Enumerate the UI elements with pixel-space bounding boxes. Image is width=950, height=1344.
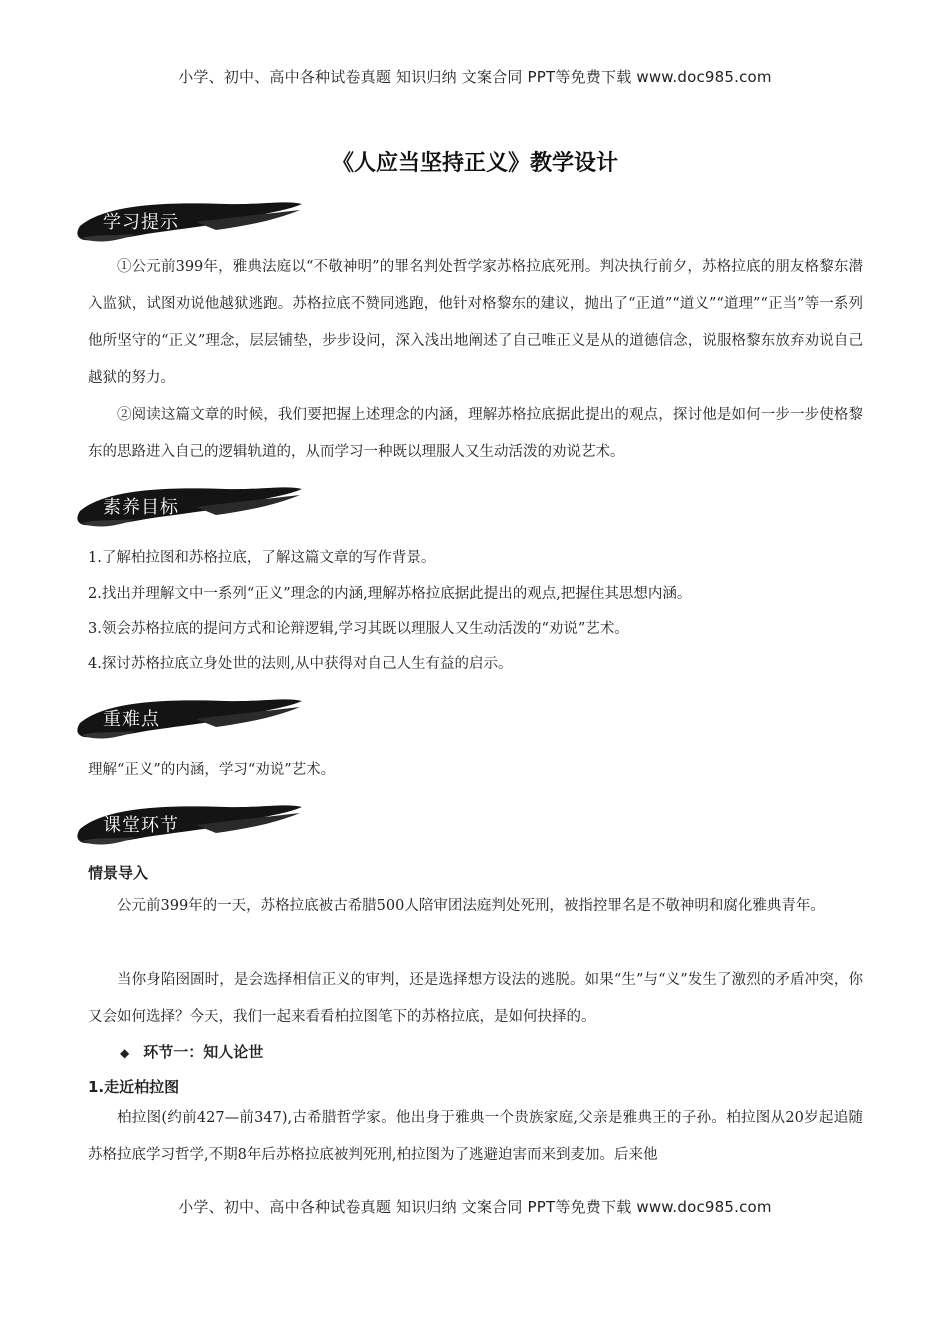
goal-item-1: 1.了解柏拉图和苏格拉底，了解这篇文章的写作背景。 <box>88 550 436 566</box>
tips-paragraph-2: ②阅读这篇文章的时候，我们要把握上述理念的内涵，理解苏格拉底据此提出的观点，探讨他是如何一步一步使格黎东的思路进入自己的逻辑轨道的，从而学习一种既以理服人又生动活泼的劝说艺术。 <box>88 407 863 460</box>
section-label: 学习提示 <box>103 212 179 233</box>
goal-item-3: 3.领会苏格拉底的提问方式和论辩逻辑,学习其既以理服人又生动活泼的“劝说”艺术。 <box>88 621 629 637</box>
goal-item-2: 2.找出并理解文中一系列“正义”理念的内涵,理解苏格拉底据此提出的观点,把握住其思想内涵。 <box>88 586 692 602</box>
tips-paragraph-1: ①公元前399年，雅典法庭以“不敬神明”的罪名判处哲学家苏格拉底死刑。判决执行前夕，苏格拉底的朋友格黎东潜入监狱，试图劝说他越狱逃跑。苏格拉底不赞同逃跑，他针对格黎东的建议，抛出了“正道”“道义”“道理”“正当”等一系列他所坚守的“正义”理念，层层铺垫，步步设问，深入浅出地阐述了自己唯正义是从的道德信念，说服格黎东放弃劝说自己越狱的努力。 <box>88 259 863 386</box>
key-points-text: 理解“正义”的内涵，学习“劝说”艺术。 <box>88 762 336 778</box>
section-banner-goals <box>76 483 306 531</box>
diamond-bullet-icon: ◆ <box>120 1046 130 1060</box>
section-banner-class <box>76 801 306 849</box>
plato-paragraph: 柏拉图(约前427—前347),古希腊哲学家。他出身于雅典一个贵族家庭,父亲是雅典王的子孙。柏拉图从20岁起追随苏格拉底学习哲学,不期8年后苏格拉底被判死刑,柏拉图为了逃避迫害而来到麦加。后来他 <box>88 1110 863 1163</box>
goal-item-4: 4.探讨苏格拉底立身处世的法则,从中获得对自己人生有益的启示。 <box>88 656 513 672</box>
step-heading-text: 环节一：知人论世 <box>143 1043 264 1061</box>
document-title: 《人应当坚持正义》教学设计 <box>331 151 618 176</box>
intro-heading: 情景导入 <box>88 864 149 882</box>
sub-heading-plato: 1.走近柏拉图 <box>88 1078 180 1096</box>
intro-paragraph-1: 公元前399年的一天，苏格拉底被古希腊500人陪审团法庭判处死刑，被指控罪名是不敬神明和腐化雅典青年。 <box>117 898 825 914</box>
intro-paragraph-2: 当你身陷囹圄时，是会选择相信正义的审判，还是选择想方设法的逃脱。如果“生”与“义”发生了激烈的矛盾冲突，你又会如何选择？今天，我们一起来看看柏拉图笔下的苏格拉底，是如何抉择的。 <box>88 972 863 1025</box>
page-footer: 小学、初中、高中各种试卷真题 知识归纳 文案合同 PPT等免费下载 www.doc985.com <box>178 1198 772 1216</box>
section-label: 素养目标 <box>103 497 179 518</box>
section-banner-key-points <box>76 695 306 743</box>
section-label: 重难点 <box>103 709 160 730</box>
section-label: 课堂环节 <box>103 815 179 836</box>
section-banner-tips <box>76 198 306 246</box>
page-header: 小学、初中、高中各种试卷真题 知识归纳 文案合同 PPT等免费下载 www.doc985.com <box>178 68 772 86</box>
step-heading <box>120 1041 263 1062</box>
